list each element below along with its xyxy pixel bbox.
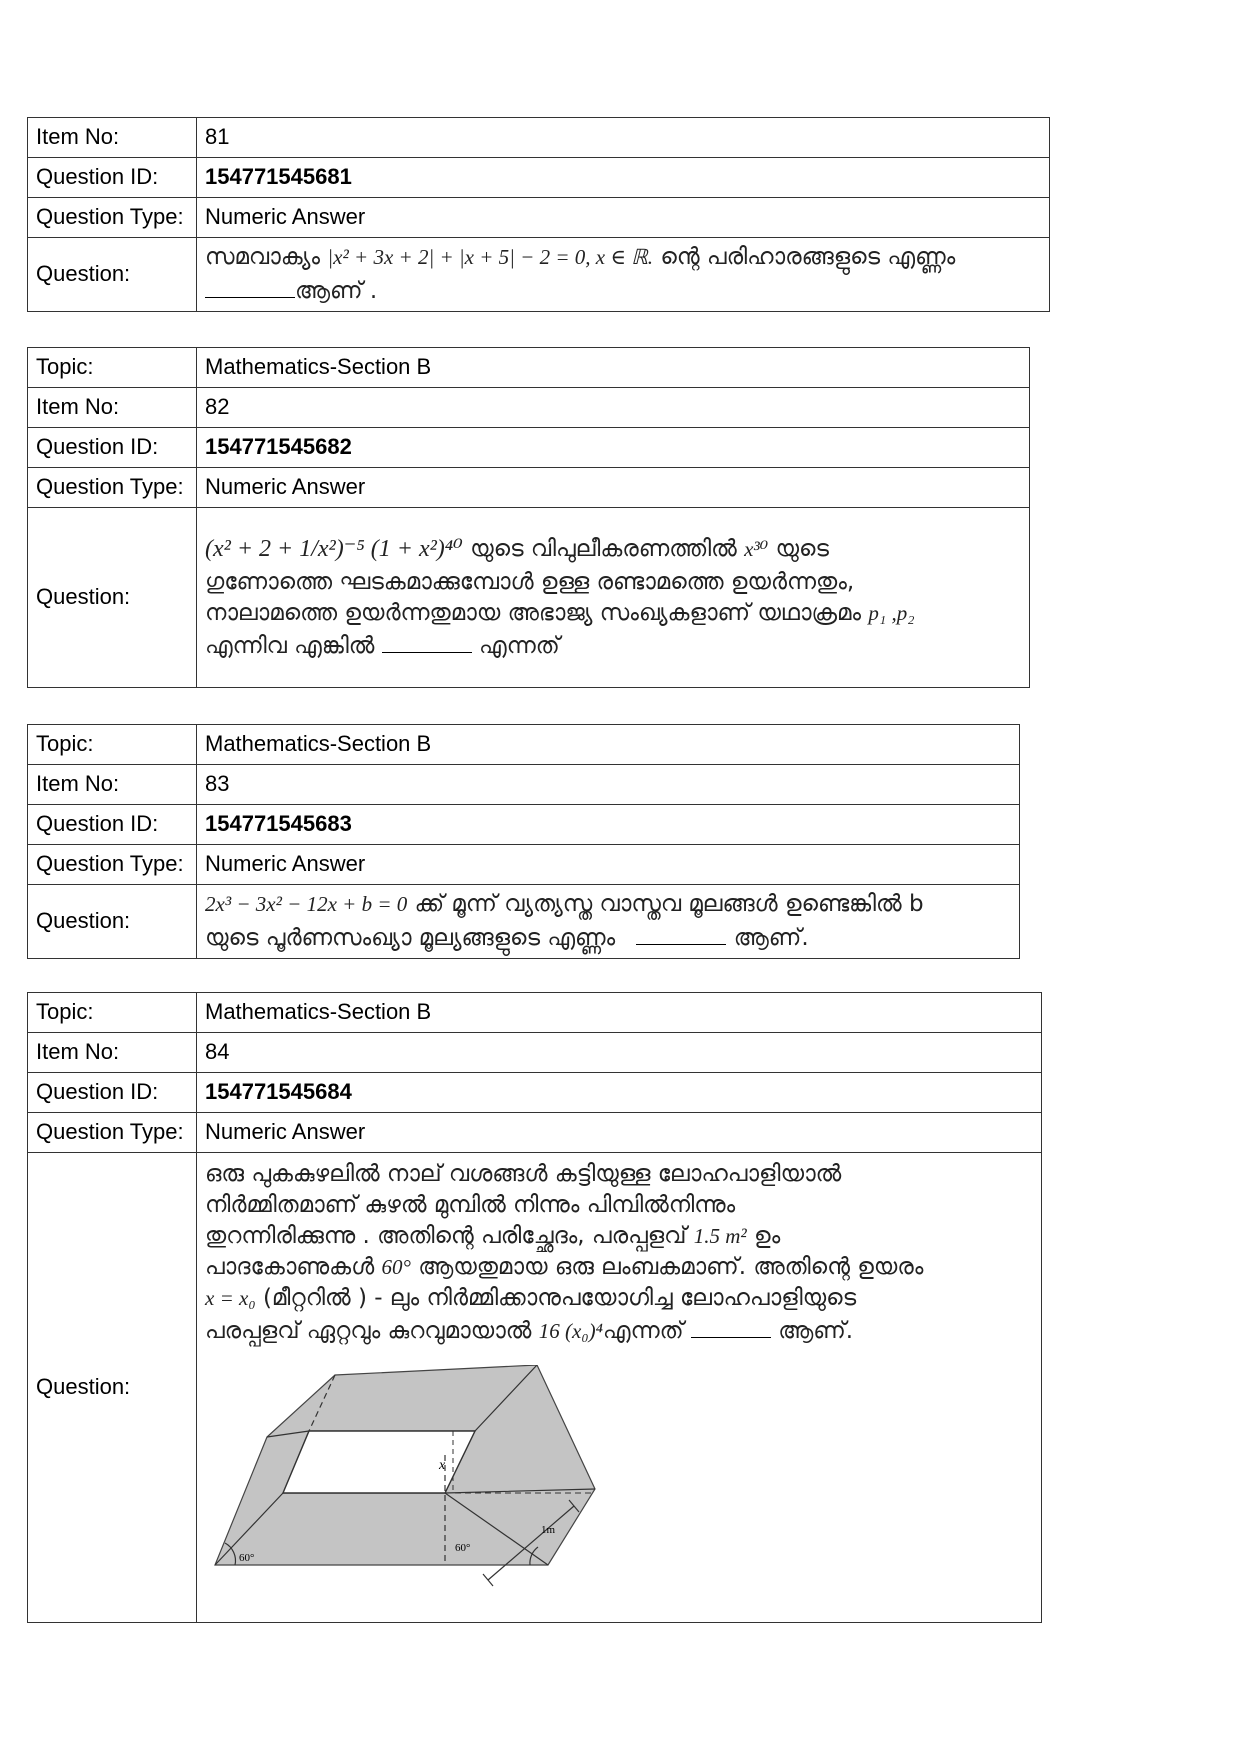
question-line [205,1314,1033,1347]
question-text: (മീറ്ററിൽ ) - ലും നിർമ്മിക്കാനുപയോഗിച്ച ലോഹപാളിയുടെ [262,1285,857,1311]
item-no-value: 83 [197,765,1020,805]
question-text: പാദകോണുകൾ [205,1254,375,1280]
inner-opening [283,1431,475,1493]
topic-label: Topic: [28,993,197,1033]
equation: |x² + 3x + 2| + |x + 5| − 2 = 0, x ∈ ℝ. [327,245,654,270]
question-table-83 [27,724,1020,959]
question-line: ഗുണോത്തെ ഘടകമാക്കുമ്പോൾ ഉള്ള രണ്ടാമത്തെ ഉയർന്നതും, [205,569,855,596]
topic-value: Mathematics-Section B [197,993,1042,1033]
question-type-value: Numeric Answer [197,845,1020,885]
height-label: x [439,1458,446,1473]
power-term: x³⁰ [744,536,769,561]
prime-vars: p₁ ,p₂ [868,601,915,626]
question-line [205,598,1021,629]
question-body [197,885,1020,959]
question-text: ന്റെ പരിഹാരങ്ങളുടെ എണ്ണം [660,244,956,271]
topic-label: Topic: [28,725,197,765]
question-line [205,629,1021,662]
question-label: Question: [28,1153,197,1623]
question-type-label: Question Type: [28,198,197,238]
item-no-value: 81 [197,118,1050,158]
question-line [205,1252,1033,1283]
question-text: നാലാമത്തെ ഉയർന്നതുമായ അഭാജ്യ സംഖ്യകളാണ് യഥാക്രമം [205,600,862,627]
answer-blank [691,1314,771,1338]
question-id-label: Question ID: [28,805,197,845]
question-text: എന്നത് [602,1318,684,1344]
question-type-label: Question Type: [28,845,197,885]
question-line [205,1221,1033,1252]
item-no-label: Item No: [28,388,197,428]
question-text: ആണ്. [733,924,809,951]
question-line [205,274,1041,307]
question-text: യുടെ [775,535,829,562]
question-id-value: 154771545682 [197,428,1030,468]
question-text: ആയതുമായ ഒരു ലംബകമാണ്. അതിന്റെ ഉയരം [418,1254,924,1280]
equation: 2x³ − 3x² − 12x + b = 0 [205,892,408,917]
angle-value: 60° [381,1255,411,1279]
question-type-value: Numeric Answer [197,198,1050,238]
chimney-cross-section-figure [205,1365,605,1595]
question-line [205,533,1021,565]
question-text: ആണ്. [778,1318,854,1344]
item-no-label: Item No: [28,765,197,805]
item-no-value: 82 [197,388,1030,428]
question-id-value: 154771545683 [197,805,1020,845]
question-text: എന്നിവ എങ്കിൽ [205,633,375,660]
angle-label-left: 60° [239,1552,255,1564]
question-table-81 [27,117,1050,312]
question-text: പരപ്പളവ് ഏറ്റവും കുറവുമായാൽ [205,1318,532,1344]
question-id-value: 154771545681 [197,158,1050,198]
question-text: ക്ക് മൂന്ന് വ്യത്യസ്ത വാസ്തവ മൂലങ്ങൾ ഉണ്ടെങ്കിൽ b [414,891,924,918]
question-table-84 [27,992,1042,1623]
answer-blank [636,921,726,945]
topic-label: Topic: [28,348,197,388]
question-text: ഉം [754,1223,781,1249]
question-body [197,508,1030,688]
answer-blank [205,274,295,298]
question-id-label: Question ID: [28,1073,197,1113]
question-text: യുടെ വിപുലീകരണത്തിൽ [470,535,737,562]
item-no-label: Item No: [28,1033,197,1073]
question-text: എന്നത് [479,633,560,660]
angle-label-right: 60° [455,1542,471,1554]
answer-blank [382,629,472,653]
question-table-82 [27,347,1030,688]
height-equation: x = x₀ [205,1286,256,1310]
question-line [205,921,1011,954]
question-line: ഒരു പുകകുഴലിൽ നാല് വശങ്ങൾ കട്ടിയുള്ള ലോഹപാളിയാൽ [205,1161,842,1187]
question-label: Question: [28,508,197,688]
topic-value: Mathematics-Section B [197,348,1030,388]
area-value: 1.5 m² [693,1224,747,1248]
target-expression: 16 (x₀)⁴ [538,1319,603,1343]
question-type-label: Question Type: [28,1113,197,1153]
topic-value: Mathematics-Section B [197,725,1020,765]
length-label: 1m [541,1524,556,1536]
question-text: യുടെ പൂർണസംഖ്യാ മൂല്യങ്ങളുടെ എണ്ണം [205,924,616,951]
question-type-label: Question Type: [28,468,197,508]
question-body [197,238,1050,312]
question-id-label: Question ID: [28,158,197,198]
question-label: Question: [28,238,197,312]
question-text: തുറന്നിരിക്കുന്നു . അതിന്റെ പരിച്ഛേദം, പരപ്പളവ് [205,1223,687,1249]
question-line: നിർമ്മിതമാണ് കുഴൽ മുമ്പിൽ നിന്നും പിമ്പിൽനിന്നും [205,1192,736,1218]
question-line [205,889,1011,920]
question-type-value: Numeric Answer [197,468,1030,508]
question-id-label: Question ID: [28,428,197,468]
expansion-expression: (x² + 2 + 1/x²)⁻⁵ (1 + x²)⁴⁰ [205,535,463,562]
question-text: സമവാക്യം [205,244,321,271]
question-label: Question: [28,885,197,959]
question-line [205,1283,1033,1314]
question-type-value: Numeric Answer [197,1113,1042,1153]
question-line [205,242,1041,273]
question-text: ആണ് . [295,277,378,304]
question-id-value: 154771545684 [197,1073,1042,1113]
item-no-value: 84 [197,1033,1042,1073]
question-body [197,1153,1042,1623]
item-no-label: Item No: [28,118,197,158]
